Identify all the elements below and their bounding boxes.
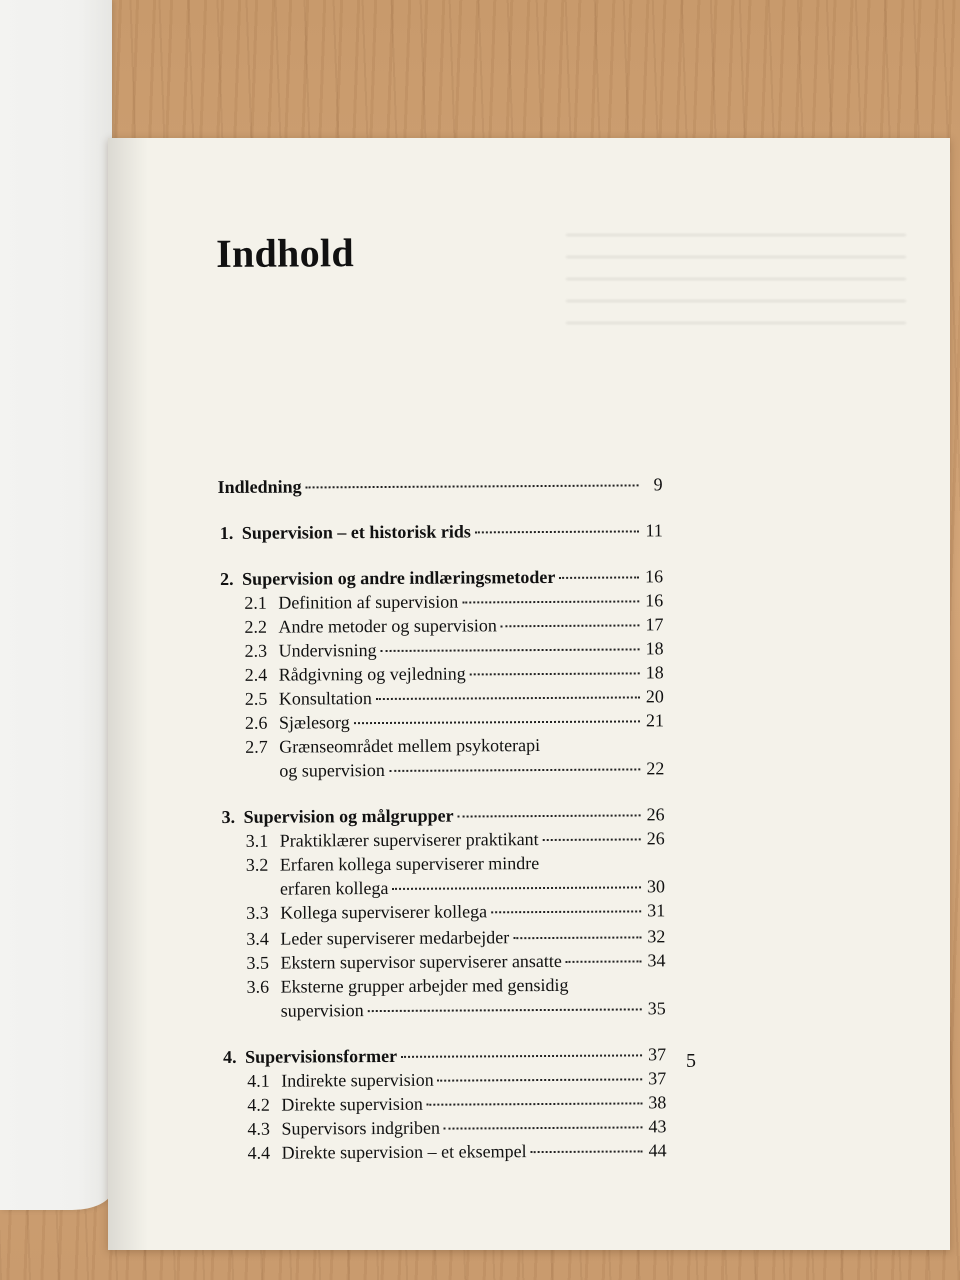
entry-page: 37 <box>648 1068 667 1089</box>
page-number: 5 <box>686 1050 696 1072</box>
dot-leader <box>513 936 641 939</box>
entry-title: Leder superviserer medarbejder <box>280 927 510 949</box>
entry-title-continuation: og supervision <box>279 759 385 781</box>
entry-page: 16 <box>645 566 664 587</box>
entry-title: Supervision – et historisk rids <box>241 521 471 543</box>
dot-leader <box>491 910 641 913</box>
toc-section <box>245 661 664 686</box>
toc-section <box>247 1067 666 1092</box>
entry-page: 22 <box>646 758 665 779</box>
entry-number: 3.6 <box>246 976 270 997</box>
entry-page: 31 <box>647 900 666 921</box>
entry-number: 3. <box>221 806 236 827</box>
entry-title: Supervision og andre indlæringsmetoder <box>242 566 556 589</box>
dot-leader <box>462 600 639 603</box>
dot-leader <box>427 1102 643 1105</box>
dot-leader <box>368 1008 642 1012</box>
page-title: Indhold <box>216 230 355 276</box>
entry-page: 26 <box>646 828 665 849</box>
toc-section <box>246 827 665 852</box>
entry-number: 4.3 <box>247 1118 271 1139</box>
entry-number: 3.4 <box>246 928 269 949</box>
entry-title: Supervisionsformer <box>244 1045 398 1067</box>
entry-title: Andre metoder og supervision <box>278 615 497 637</box>
dot-leader <box>401 1054 642 1057</box>
entry-number: 2.3 <box>244 640 268 661</box>
entry-number: 4. <box>222 1046 237 1067</box>
entry-page: 9 <box>653 474 663 495</box>
entry-number: 2.4 <box>244 664 268 685</box>
dot-leader <box>381 648 640 652</box>
entry-title: Rådgivning og vejledning <box>278 663 466 685</box>
entry-title: Grænseområdet mellem psykoterapi <box>279 735 541 757</box>
left-page-edge <box>0 0 112 1210</box>
entry-title: Direkte supervision – et eksempel <box>281 1141 527 1163</box>
entry-number: 3.3 <box>246 902 269 923</box>
entry-number: 3.1 <box>245 830 269 851</box>
toc-chapter <box>218 473 663 498</box>
entry-number: 1. <box>219 522 234 543</box>
entry-number: 3.2 <box>245 854 269 875</box>
entry-page: 11 <box>645 520 663 541</box>
toc-section <box>246 899 665 924</box>
entry-title: Praktiklærer superviserer praktikant <box>279 829 539 851</box>
dot-leader <box>531 1150 643 1153</box>
entry-page: 20 <box>645 686 664 707</box>
dot-leader <box>559 576 639 578</box>
dot-leader <box>389 768 641 772</box>
toc-section <box>244 589 663 614</box>
entry-title: Undervisning <box>278 640 377 661</box>
toc-section-continuation <box>279 757 664 781</box>
dot-leader <box>354 720 640 724</box>
entry-number: 2. <box>220 568 234 589</box>
dot-leader <box>392 886 641 890</box>
dot-leader <box>376 696 640 700</box>
toc-chapter <box>220 565 663 590</box>
toc-section-continuation <box>281 997 666 1021</box>
entry-page: 37 <box>647 1044 667 1065</box>
entry-page: 34 <box>647 950 666 971</box>
entry-number: 2.2 <box>244 616 267 637</box>
dot-leader <box>458 814 641 817</box>
toc-section <box>244 613 663 638</box>
entry-title: Eksterne grupper arbejder med gensidig <box>280 974 569 997</box>
dot-leader <box>566 960 642 962</box>
dot-leader <box>306 484 639 488</box>
entry-title: Definition af supervision <box>278 591 459 613</box>
toc-section <box>247 1091 666 1116</box>
entry-number: 2.1 <box>244 592 267 613</box>
entry-number: 4.4 <box>247 1142 271 1163</box>
entry-number: 2.5 <box>244 688 268 709</box>
entry-page: 18 <box>645 662 664 683</box>
entry-page: 38 <box>648 1092 667 1113</box>
toc-section <box>246 851 665 876</box>
entry-page: 35 <box>647 998 666 1019</box>
entry-title: Erfaren kollega superviserer mindre <box>279 853 540 875</box>
dot-leader <box>444 1126 643 1129</box>
gutter-shadow <box>108 138 148 1250</box>
entry-number: 4.2 <box>247 1094 270 1115</box>
entry-number: 2.7 <box>245 736 268 757</box>
entry-title: Supervision og målgrupper <box>243 805 454 827</box>
entry-page: 32 <box>647 926 666 947</box>
entry-number: 3.5 <box>246 952 270 973</box>
toc-section-continuation <box>280 875 665 899</box>
entry-title: Sjælesorg <box>278 712 350 733</box>
entry-page: 18 <box>645 638 664 659</box>
table-of-contents <box>216 227 667 1163</box>
entry-title: Konsultation <box>278 688 372 709</box>
entry-page: 26 <box>646 804 665 825</box>
entry-title-continuation: erfaren kollega <box>279 877 389 899</box>
toc-section <box>245 685 664 710</box>
toc-section <box>245 709 664 734</box>
toc-chapter <box>223 1043 666 1068</box>
entry-page: 30 <box>646 876 666 897</box>
entry-number: 4.1 <box>247 1070 270 1091</box>
entry-number: 2.6 <box>244 712 268 733</box>
entry-page: 21 <box>645 710 665 731</box>
dot-leader <box>475 530 639 533</box>
entry-title: Indledning <box>217 476 302 497</box>
entry-page: 43 <box>648 1116 667 1137</box>
toc-section <box>245 733 664 758</box>
entry-title: Supervisors indgriben <box>281 1117 441 1139</box>
dot-leader <box>501 624 640 627</box>
entry-page: 16 <box>645 590 664 611</box>
entry-title: Kollega superviserer kollega <box>280 901 488 923</box>
entry-page: 17 <box>645 614 664 635</box>
toc-section <box>247 973 666 998</box>
entry-title: Ekstern supervisor superviserer ansatte <box>280 950 562 973</box>
toc-section <box>247 1115 666 1140</box>
dot-leader <box>543 838 641 841</box>
entry-title: Direkte supervision <box>281 1093 423 1115</box>
entry-title: Indirekte supervision <box>281 1069 434 1091</box>
toc-chapter <box>220 519 663 544</box>
toc-section <box>246 949 665 974</box>
dot-leader <box>438 1078 643 1081</box>
dot-leader <box>470 672 640 675</box>
toc-section <box>248 1139 667 1164</box>
book-page <box>108 138 950 1250</box>
entry-title-continuation: supervision <box>280 1000 364 1021</box>
toc-section <box>246 925 665 950</box>
toc-section <box>245 637 664 662</box>
toc-chapter <box>222 803 665 828</box>
entry-page: 44 <box>648 1140 667 1161</box>
